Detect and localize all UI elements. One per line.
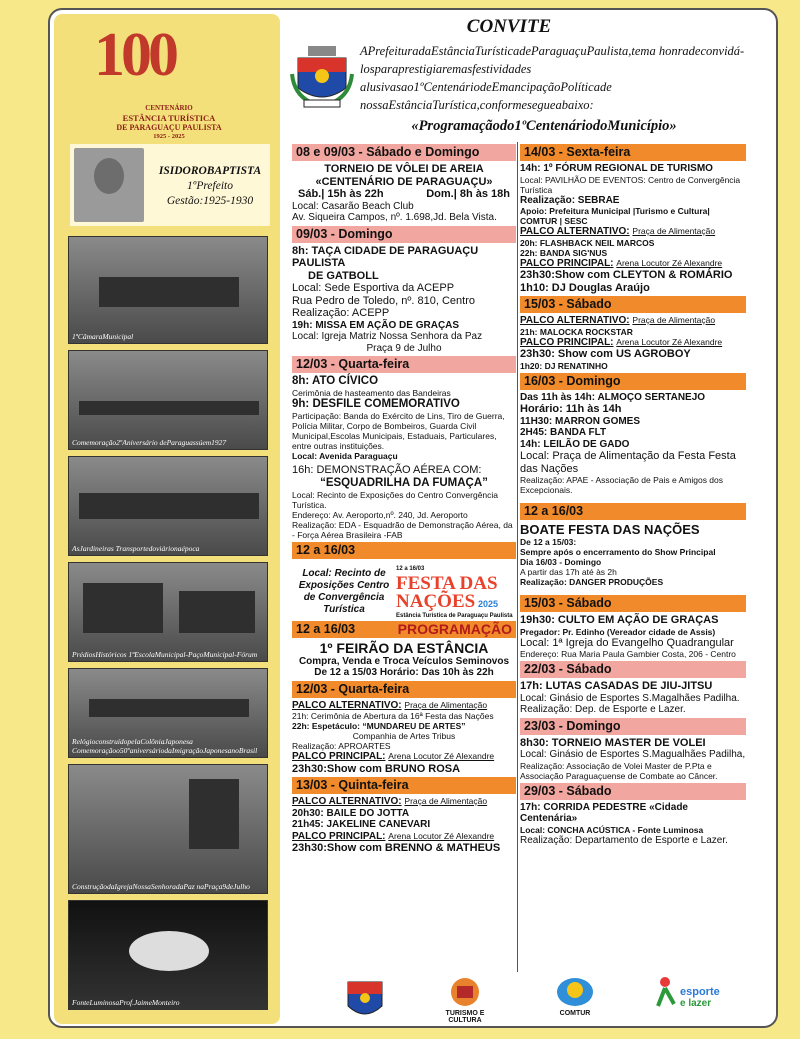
- event-title: 14h: 1º FÓRUM REGIONAL DE TURISMO: [520, 163, 713, 174]
- event-location: Local: Sede Esportiva da ACEPP: [292, 282, 455, 294]
- hours-sun: Dom.| 8h às 18h: [426, 188, 510, 200]
- centenary-logo: [94, 20, 244, 140]
- date-bar-label: PROGRAMAÇÃO: [397, 620, 512, 637]
- photo-caption: AsJardineiras Transportedoviárionaépoca: [72, 544, 200, 553]
- stage-label: PALCO PRINCIPAL:: [520, 336, 614, 348]
- event-title: TORNEIO DE VÔLEI DE AREIA: [324, 163, 484, 175]
- stage-label: PALCO ALTERNATIVO:: [520, 226, 630, 237]
- event-address: Praça 9 de Julho: [366, 342, 442, 354]
- event-location: Local: Recinto de Exposições do Centro Convergência Turística.: [292, 489, 499, 510]
- comtur-icon: [555, 976, 595, 1008]
- event-item: 22h: BANDA SIG'NUS: [520, 247, 608, 258]
- date-bar: 22/03 - Sábado: [520, 661, 746, 678]
- comtur-label: COMTUR: [559, 1010, 591, 1017]
- photo-caption: PrédiosHistóricos 1ªEscolaMunicipal-PaçoMunicipal-Fórum: [72, 650, 258, 659]
- event-organizer: Realização: Dep. de Esporte e Lazer.: [520, 704, 686, 715]
- event-location: Local: Praça de Alimentação da Festa Festa das Nações: [520, 450, 736, 475]
- photo-caption: Comemoração2ºAniversário deParaguassúem1927: [72, 438, 227, 447]
- runner-icon: [650, 976, 680, 1010]
- event-item: 23h30:Show com CLEYTON & ROMÁRIO: [520, 269, 733, 281]
- event-item: 14h: LEILÃO DE GADO: [520, 438, 630, 450]
- event-title: 19h30: CULTO EM AÇÃO DE GRAÇAS: [520, 614, 719, 626]
- mayor-name: ISIDOROBAPTISTA: [158, 165, 262, 177]
- photo-caption: 1ªCâmaraMunicipal: [72, 332, 134, 341]
- stage-place: Arena Locutor Zé Alexandre: [616, 336, 723, 347]
- city-crest-icon: [340, 976, 390, 1024]
- logo-line-3: DE PARAGUAÇU PAULISTA: [116, 123, 222, 132]
- event-title: 8h30: TORNEIO MASTER DE VOLEI: [520, 736, 706, 749]
- event-title: 8h: TAÇA CIDADE DE PARAGUAÇU PAULISTA: [292, 244, 479, 269]
- right-column: [520, 142, 746, 846]
- date-bar: 12/03 - Quarta-feira: [292, 681, 516, 698]
- lazer-label: e lazer: [680, 998, 712, 1009]
- mayor-role: 1ºPrefeito: [187, 180, 233, 192]
- event-item: A partir das 17h até às 2h: [520, 567, 617, 577]
- event-title: 9h: DESFILE COMEMORATIVO: [292, 398, 460, 410]
- event-item: 21h: Cerimônia de Abertura da 16ª Festa das Nações: [292, 711, 494, 721]
- turismo-icon: [445, 976, 485, 1008]
- event-title: «CENTENÁRIO DE PARAGUAÇU»: [315, 175, 493, 188]
- historic-photo: [68, 764, 268, 894]
- date-bar: 15/03 - Sábado: [520, 595, 746, 612]
- date-bar: 16/03 - Domingo: [520, 373, 746, 390]
- event-address: Av. Siqueira Campos, nº. 1.698,Jd. Bela Vista.: [292, 212, 497, 223]
- event-title: 17h: LUTAS CASADAS DE JIU-JITSU: [520, 680, 713, 692]
- event-organizer: Realização: Departamento de Esporte e Lazer.: [520, 834, 728, 846]
- festa-year: 2025: [477, 599, 498, 609]
- event-item: 21h45: JAKELINE CANEVARI: [292, 819, 431, 830]
- event-location: Local: Avenida Paraguaçu: [292, 451, 398, 461]
- sponsor-logos: [320, 972, 778, 1026]
- city-crest-icon: [290, 44, 354, 110]
- event-description: Compra, Venda e Troca Veículos Seminovos: [298, 655, 510, 667]
- stage-place: Arena Locutor Zé Alexandre: [616, 257, 723, 268]
- logo-line-4: 1925 - 2025: [153, 133, 185, 140]
- event-organizer: Realização: DANGER PRODUÇÕES: [520, 577, 664, 587]
- festa-dates: 12 a 16/03: [396, 565, 425, 572]
- festa-subtitle: Estância Turística de Paraguaçu Paulista: [396, 613, 513, 619]
- event-organizer: Realização: APAE - Associação de Pais e Amigos dos Excepcionais.: [520, 475, 724, 495]
- date-bar: 29/03 - Sábado: [520, 783, 746, 800]
- event-item: 20h30: BAILE DO JOTTA: [292, 807, 410, 819]
- date-bar: 12 a 16/03: [292, 542, 516, 559]
- event-title: 16h: DEMONSTRAÇÃO AÉREA COM:: [292, 464, 482, 476]
- program-title: «Programaçãodo1ºCentenáriodoMunicípio»: [411, 118, 677, 134]
- stage-label: PALCO ALTERNATIVO:: [520, 315, 630, 326]
- photo-caption: RelógioconstruídopelaColôniaJaponesa Comemoraçãoo50ºaniversáriodaImigraçãoJaponesanoBrasil: [72, 737, 258, 755]
- event-hours: De 12 a 15/03 Horário: Das 10h às 22h: [314, 667, 494, 678]
- event-title: 17h: CORRIDA PEDESTRE «Cidade Centenária»: [520, 801, 688, 824]
- event-organizer: Realização: EDA - Esquadrão de Demonstração Aérea, da - Força Aérea Brasileira -FAB: [292, 519, 513, 540]
- festa-das-nacoes-block: [292, 562, 516, 618]
- event-item: Sempre após o encerramento do Show Principal: [520, 547, 716, 557]
- event-item: 20h: FLASHBACK NEIL MARCOS: [520, 237, 655, 248]
- logo-line-2: ESTÂNCIA TURÍSTICA: [122, 113, 216, 123]
- event-item: 2H45: BANDA FLT: [520, 427, 607, 438]
- event-item: Horário: 11h às 14h: [520, 403, 622, 415]
- mayor-term: Gestão:1925-1930: [166, 195, 254, 207]
- logo-number: 100: [94, 21, 175, 89]
- event-organizer: Realização: Associação de Volei Master de P.Pta e Associação Paraguaçuense de Combate ao Câncer.: [520, 760, 718, 781]
- first-mayor-box: [70, 144, 270, 226]
- event-location: Local: Igreja Matriz Nossa Senhora da Paz: [292, 331, 483, 342]
- event-item: 21h: MALOCKA ROCKSTAR: [520, 326, 633, 337]
- hours-sat: Sáb.| 15h às 22h: [298, 188, 384, 200]
- stage-place: Praça de Alimentação: [632, 226, 716, 236]
- event-item: Das 11h às 14h: ALMOÇO SERTANEJO: [520, 391, 706, 403]
- page-title: CONVITE: [466, 16, 552, 37]
- event-title: 8h: ATO CÍVICO: [292, 375, 379, 387]
- date-bar: 09/03 - Domingo: [292, 226, 516, 243]
- stage-label: PALCO ALTERNATIVO:: [292, 699, 402, 711]
- date-bar: 08 e 09/03 - Sábado e Domingo: [292, 144, 516, 161]
- history-sidebar: [54, 14, 280, 1024]
- event-item: 23h30: Show com US AGROBOY: [520, 348, 691, 360]
- date-bar-dates: 12 a 16/03: [296, 621, 356, 636]
- stage-place: Arena Locutor Zé Alexandre: [388, 751, 495, 761]
- left-column: [292, 142, 516, 855]
- stage-place: Praça de Alimentação: [632, 315, 716, 325]
- stage-label: PALCO PRINCIPAL:: [292, 830, 386, 842]
- event-item: 1h10: DJ Douglas Araújo: [520, 281, 650, 294]
- event-title: 1º FEIRÃO DA ESTÂNCIA: [319, 639, 489, 656]
- event-location: Local: Casarão Beach Club: [292, 200, 414, 212]
- event-title: BOATE FESTA DAS NAÇÕES: [520, 522, 700, 537]
- logo-line-1: CENTENÁRIO: [145, 104, 193, 112]
- event-item: 23h30:Show com BRENNO & MATHEUS: [292, 842, 501, 854]
- event-support: Apoio: Prefeitura Municipal |Turismo e Cultura| COMTUR | SESC: [520, 206, 710, 226]
- event-item: De 12 a 15/03:: [520, 537, 577, 547]
- historic-photo: [68, 350, 268, 450]
- event-title: “ESQUADRILHA DA FUMAÇA”: [320, 476, 488, 489]
- photo-caption: ConstruçãodaIgrejaNossaSenhoradaPaz naPraça9deJulho: [72, 882, 250, 891]
- event-title: 19h: MISSA EM AÇÃO DE GRAÇAS: [292, 319, 460, 331]
- festa-logo: [396, 564, 516, 619]
- event-organizer: Realização: SEBRAE: [520, 194, 620, 206]
- event-item: Pregador: Pr. Edinho (Vereador cidade de Assis): [520, 626, 716, 637]
- historic-photo: [68, 236, 268, 344]
- event-address: Rua Pedro de Toledo, nº. 810, Centro: [292, 294, 475, 307]
- stage-label: PALCO ALTERNATIVO:: [292, 796, 402, 807]
- date-bar: [292, 621, 516, 638]
- date-bar: 14/03 - Sexta-feira: [520, 144, 746, 161]
- historic-photo: [68, 456, 268, 556]
- event-item: 11H30: MARRON GOMES: [520, 415, 641, 427]
- date-bar: 23/03 - Domingo: [520, 718, 746, 735]
- event-location: Local: PAVILHÃO DE EVENTOS: Centro de Convergência Turística: [520, 174, 741, 195]
- event-location: Local: Ginásio de Esportes S.Magalhães Padilha.: [520, 692, 740, 704]
- date-bar: 12 a 16/03: [520, 503, 746, 520]
- event-address: Endereço: Rua Maria Paula Gambier Costa, 206 - Centro: [520, 649, 736, 659]
- event-participants: Participação: Banda do Exército de Lins, Tiro de Guerra, Polícia Militar, Corpo de Bombeiros, Guarda Civil Municipal,Escolas Municipais, Estaduais, Particulares, entre outras instituições.: [292, 411, 505, 451]
- historic-photo: [68, 900, 268, 1010]
- event-location: Local: CONCHA ACÚSTICA - Fonte Luminosa: [520, 824, 704, 835]
- historic-photo: [68, 562, 268, 662]
- mayor-portrait: [74, 148, 144, 222]
- date-bar: 12/03 - Quarta-feira: [292, 356, 516, 373]
- event-item: Companhia de Artes Tribus: [352, 731, 456, 741]
- stage-place: Praça de Alimentação: [404, 796, 488, 806]
- esporte-logo: [650, 976, 740, 1024]
- comtur-logo: [540, 976, 610, 1024]
- festa-name-1: FESTA DAS: [396, 573, 498, 594]
- event-location: Local: 1ª Igreja do Evangelho Quadrangular: [520, 636, 734, 649]
- esporte-label: esporte: [680, 986, 720, 998]
- event-hours: [292, 188, 516, 201]
- program-area: [284, 10, 778, 1028]
- photo-caption: FonteLuminosaProf.JaimeMonteiro: [72, 998, 180, 1007]
- event-title: DE GATBOLL: [308, 269, 379, 282]
- stage-place: Arena Locutor Zé Alexandre: [388, 830, 495, 841]
- event-item: 1h20: DJ RENATINHO: [520, 360, 608, 371]
- event-item: 23h30:Show com BRUNO ROSA: [292, 762, 461, 775]
- event-organizer: Realização: APROARTES: [292, 741, 391, 751]
- event-organizer: Realização: ACEPP: [292, 307, 390, 319]
- festa-location: Local: Recinto de Exposições Centro de Convergência Turística: [298, 567, 390, 615]
- event-description: Cerimônia de hasteamento das Bandeiras: [292, 388, 451, 398]
- turismo-label: TURISMO E CULTURA: [445, 1010, 485, 1024]
- date-bar: 15/03 - Sábado: [520, 296, 746, 313]
- event-location: Local: Ginásio de Esportes S.Magualhães Padilha,: [520, 749, 746, 760]
- event-item: 22h: Espetáculo: “MUNDAREU DE ARTES”: [292, 721, 466, 731]
- stage-label: PALCO PRINCIPAL:: [520, 257, 614, 269]
- invitation-text: APrefeituradaEstânciaTurísticadeParaguaçuPaulista,tema honradeconvidá-losparaprestigiaremasfestividades alusivasao1ºCentenáriodeEmancipaçãoPolíticade nossaEstânciaTurística,conformesegueabaixo:: [360, 44, 745, 112]
- event-item: Dia 16/03 - Domingo: [520, 557, 602, 567]
- stage-place: Praça de Alimentação: [404, 699, 488, 710]
- event-address: Endereço: Av. Aeroporto,nº. 240, Jd. Aeroporto: [292, 509, 468, 520]
- date-bar: 13/03 - Quinta-feira: [292, 777, 516, 794]
- turismo-logo: [430, 976, 500, 1024]
- festa-name-2: NAÇÕES: [396, 591, 476, 612]
- historic-photo: [68, 668, 268, 758]
- invitation-card: [48, 8, 778, 1028]
- column-divider: [517, 142, 518, 972]
- stage-label: PALCO PRINCIPAL:: [292, 751, 386, 762]
